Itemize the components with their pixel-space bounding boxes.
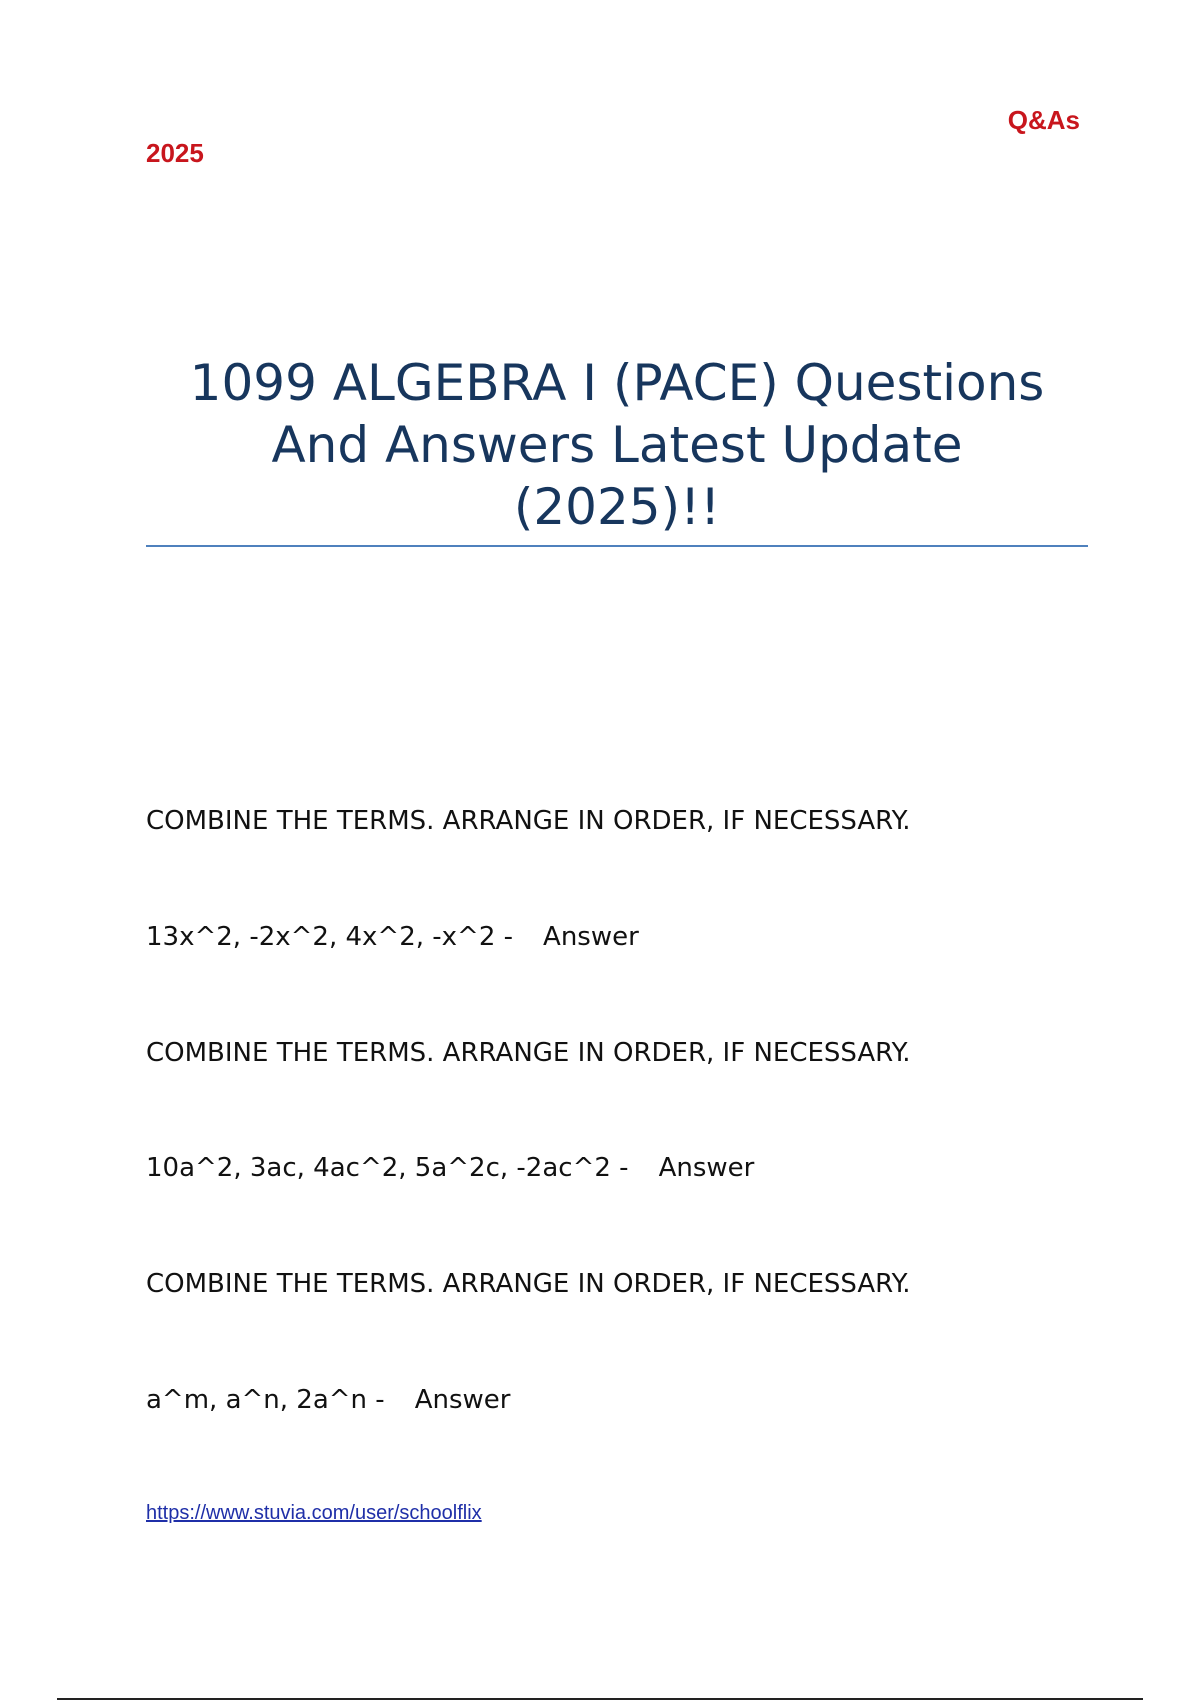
header-tag-year: 2025 <box>146 138 204 168</box>
source-link[interactable]: https://www.stuvia.com/user/schoolflix <box>146 1502 482 1524</box>
instruction-line: COMBINE THE TERMS. ARRANGE IN ORDER, IF NECESSARY. <box>146 1269 911 1299</box>
title-divider <box>146 545 1088 547</box>
title-line-3: (2025)!! <box>513 478 721 536</box>
title-line-2: And Answers Latest Update <box>271 416 963 474</box>
document-title <box>146 352 1088 538</box>
instruction-line: COMBINE THE TERMS. ARRANGE IN ORDER, IF NECESSARY. <box>146 1038 911 1068</box>
answer-label: Answer <box>414 1385 511 1415</box>
question-text: 10a^2, 3ac, 4ac^2, 5a^2c, -2ac^2 - <box>146 1153 629 1183</box>
question-text: 13x^2, -2x^2, 4x^2, -x^2 - <box>146 922 514 952</box>
answer-label: Answer <box>658 1153 755 1183</box>
instruction-line: COMBINE THE TERMS. ARRANGE IN ORDER, IF NECESSARY. <box>146 806 911 836</box>
question-line <box>146 1385 510 1415</box>
question-line <box>146 1153 754 1183</box>
question-line <box>146 922 639 952</box>
header-tag-qas: Q&As <box>1007 105 1080 135</box>
question-text: a^m, a^n, 2a^n - <box>146 1385 385 1415</box>
title-line-1: 1099 ALGEBRA I (PACE) Questions <box>189 354 1045 412</box>
answer-label: Answer <box>543 922 639 952</box>
